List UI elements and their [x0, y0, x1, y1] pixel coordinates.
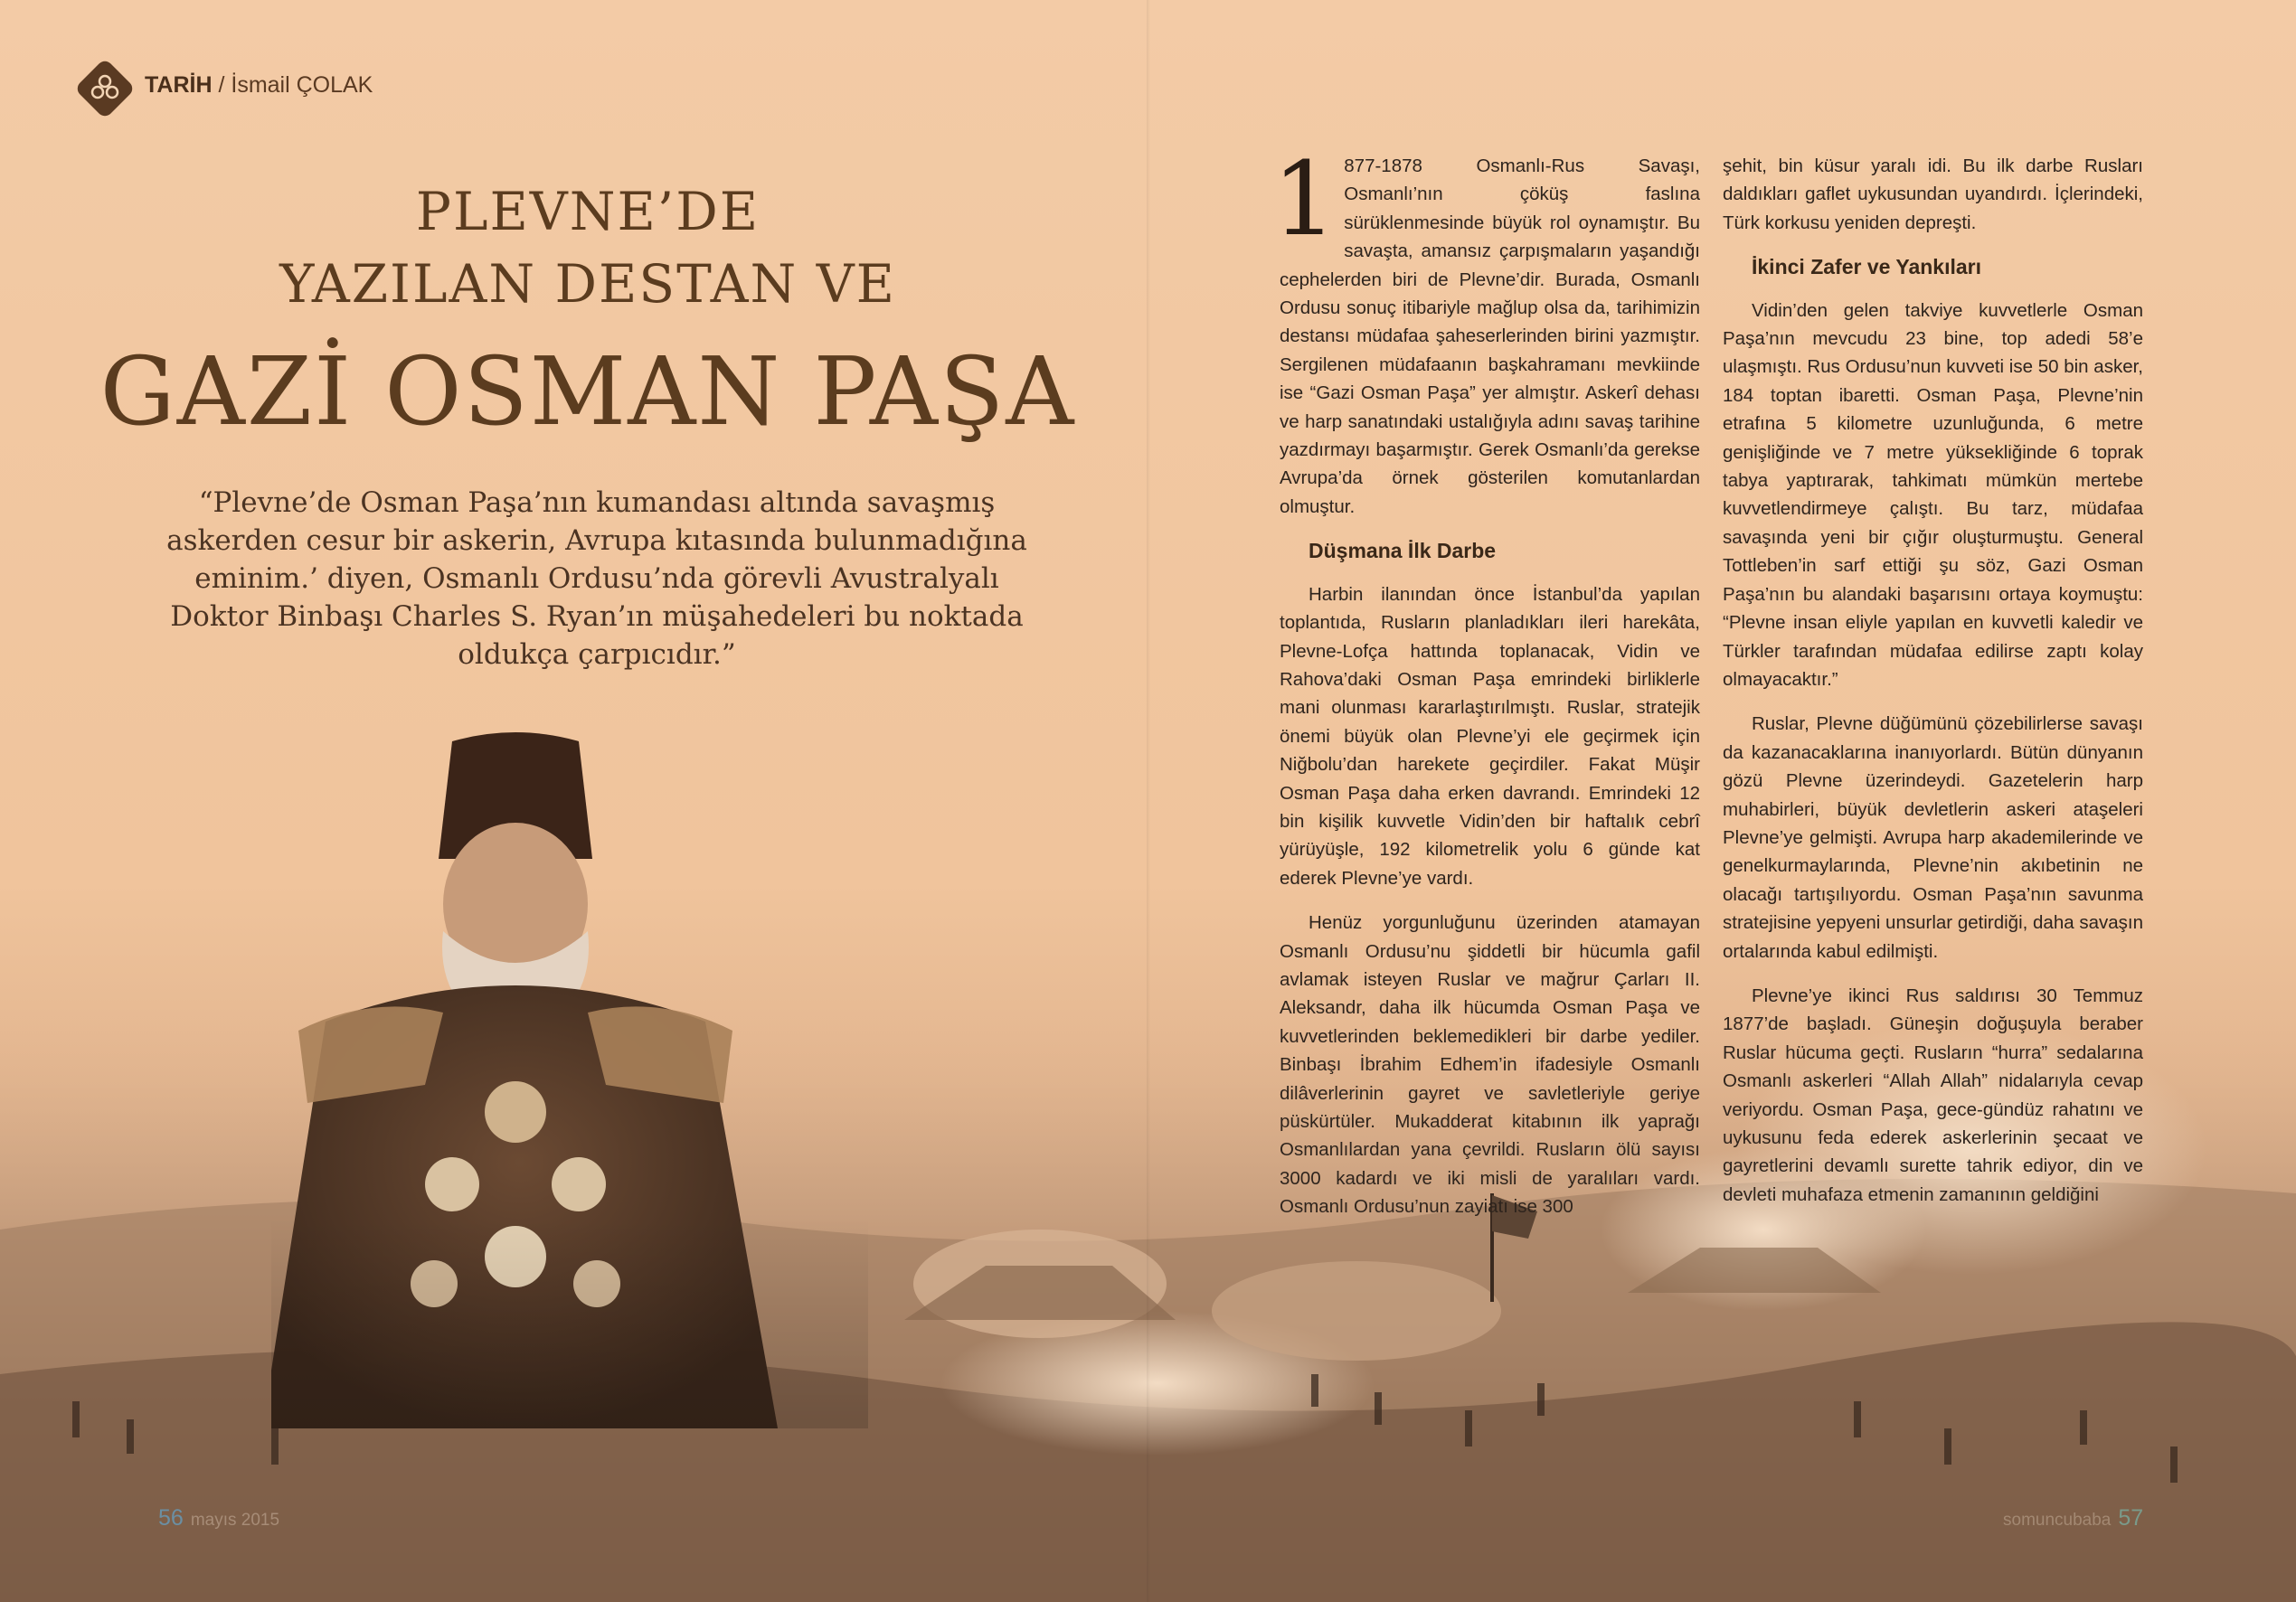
article-column-1	[1272, 141, 1700, 1238]
subheading: İkinci Zafer ve Yankıları	[1752, 255, 1981, 279]
article-paragraph: Plevne’ye ikinci Rus saldırısı 30 Temmuz 1877’de başladı. Güneşin doğuşuyla beraber Ruslar hücuma geçti. Rusların “hurra” sedalarına Osmanlı askerleri “Allah Allah” nidalarıyla cevap veriyordu. Osman Paşa, gece-gündüz rahatını ve uykusunu feda ederek askerlerinin şecaat ve gayretlerini devamlı surette tahrik ediyor, din ve devleti muhafaza etmenin zamanının geldiğini	[1723, 985, 2143, 1205]
section-name: TARİH	[145, 72, 213, 98]
article-paragraph: şehit, bin küsur yaralı idi. Bu ilk darbe Rusları daldıkları gaflet uykusundan uyandırdı. İçlerindeki, Türk korkusu yeniden depreşti.	[1723, 155, 2143, 233]
right-page-footer	[2003, 1505, 2143, 1531]
article-paragraph: Harbin ilanından önce İstanbul’da yapılan toplantıda, Rusların planladıkları ileri harekâta, Plevne-Lofça hattında toplanacak, Vidin ve Rahova’daki Osman Paşa emrindeki birliklerle mani olunması kararlaştırılmıştı. Ruslar, stratejik önemi büyük olan Plevne’yi ele geçirmek için Niğbolu’dan harekete geçirdiler. Fakat Müşir Osman Paşa daha erken davrandı. Emrindeki 12 bin kişilik kuvvetle Vidin’den bir haftalık cebrî yürüyüşle, 192 kilometrelik yolu 6 günde kat ederek Plevne’ye vardı.	[1280, 583, 1700, 889]
article-paragraph: Vidin’den gelen takviye kuvvetlerle Osman Paşa’nın mevcudu 23 bine, top adedi 58’e ulaşmıştı. Rus Ordusu’nun kuvveti ise 50 bin asker, 184 toptan ibaretti. Osman Paşa, Plevne’nin etrafına 5 kilometre uzunluğunda, 6 metre genişliğinde ve 7 metre yüksekliğinde 6 toprak tabya yaptırarak, tahkimatı mümkün mertebe kuvvetlendirmeye çalıştı. Bu tarz, müdafaa savaşında yeni bir çığır oluşturmuştu. General Tottleben’in sarf ettiği şu söz, Gazi Osman Paşa’nın bu alandaki başarısını ortaya koymuştu: “Plevne insan eliyle yapılan en kuvvetli kaledir ve Türkler tarafından müdafaa edilirse zaptı kolay olmayacaktır.”	[1723, 299, 2143, 690]
subheading: Düşmana İlk Darbe	[1309, 539, 1497, 563]
title-main: GAZİ OSMAN PAŞA	[99, 336, 1076, 447]
drop-cap: 1	[1272, 141, 1337, 259]
left-page-footer	[158, 1505, 279, 1531]
page-fold	[1147, 0, 1150, 1602]
section-label	[145, 72, 373, 99]
article-paragraph: Henüz yorgunluğunu üzerinden atamayan Osmanlı Ordusu’nu şiddetli bir hücumla gafil avlamak isteyen Ruslar ve mağrur Çarları II. Aleksandr, daha ilk hücumda Osman Paşa ve kuvvetlerinden beklemedikleri bir darbe yediler. Binbaşı İbrahim Edhem’in ifadesiyle Osmanlı dilâverlerinin gayret ve savletleriyle geriye püskürtüler. Mukadderat kitabının ilk yaprağı Osmanlılardan yana çevrildi. Rusların ölü sayısı 3000 kadardı ve iki misli de yaralıları vardı. Osmanlı Ordusu’nun zayiatı ise 300	[1280, 912, 1700, 1218]
title-line-1: PLEVNE’DE	[415, 181, 761, 242]
section-ornament-icon	[74, 58, 136, 119]
section-separator: /	[212, 72, 231, 98]
article-paragraph: Ruslar, Plevne düğümünü çözebilirlerse savaşı da kazanacaklarına inanıyorlardı. Bütün dünyanın gözü Plevne üzerindeydi. Gazetelerin harp muhabirleri, büyük devletlerin askeri ataşeleri Plevne’ye gelmişti. Avrupa harp akademilerinde ve genelkurmaylarında, Plevne’nin akıbetinin ne olacağı tartışılıyordu. Osman Paşa’nın savunma stratejisine yepyeni unsurlar getirdiği, daha savaşın ortalarında kabul edilmişti.	[1723, 713, 2143, 962]
title-line-2: YAZILAN DESTAN VE	[279, 253, 896, 315]
article-paragraph	[1272, 141, 1700, 521]
gazi-osman-pasa-portrait	[271, 723, 868, 1428]
article-column-2	[1723, 152, 2143, 1225]
page-number: 56	[158, 1505, 184, 1531]
paragraph-text: 877-1878 Osmanlı-Rus Savaşı, Osmanlı’nın çöküş faslına sürüklenmesinde büyük rol oynamıştır. Bu savaşta, amansız çarpışmaların yaşandığı cephelerden biri de Plevne’dir. Burada, Osmanlı Ordusu sonuç itibariyle mağlup olsa da, tarihimizin destansı müdafaa şaheserlerinden birini yazmıştır. Sergilenen müdafaanın başkahramanı mevkiinde ise “Gazi Osman Paşa” yer almıştır. Askerî dehası ve harp sanatındaki ustalığıyla adını savaş tarihine yazdırmayı başarmıştır. Gerek Osmanlı’da gerekse Avrupa’da örnek gösterilen komutanlardan olmuştur.	[1280, 155, 1700, 517]
page-number: 57	[2118, 1505, 2144, 1531]
author-name: İsmail ÇOLAK	[231, 72, 373, 98]
magazine-name: somuncubaba	[2003, 1511, 2112, 1530]
lead-quote: “Plevne’de Osman Paşa’nın kumandası altında savaşmış askerden cesur bir askerin, Avrupa kıtasında bulunmadığına eminim.’ diyen, Osmanlı Ordusu’nda görevli Avustralyalı Doktor Binbaşı Charles S. Ryan’ın müşahedeleri bu noktada oldukça çarpıcıdır.”	[166, 486, 1027, 671]
magazine-issue: mayıs 2015	[190, 1511, 280, 1530]
